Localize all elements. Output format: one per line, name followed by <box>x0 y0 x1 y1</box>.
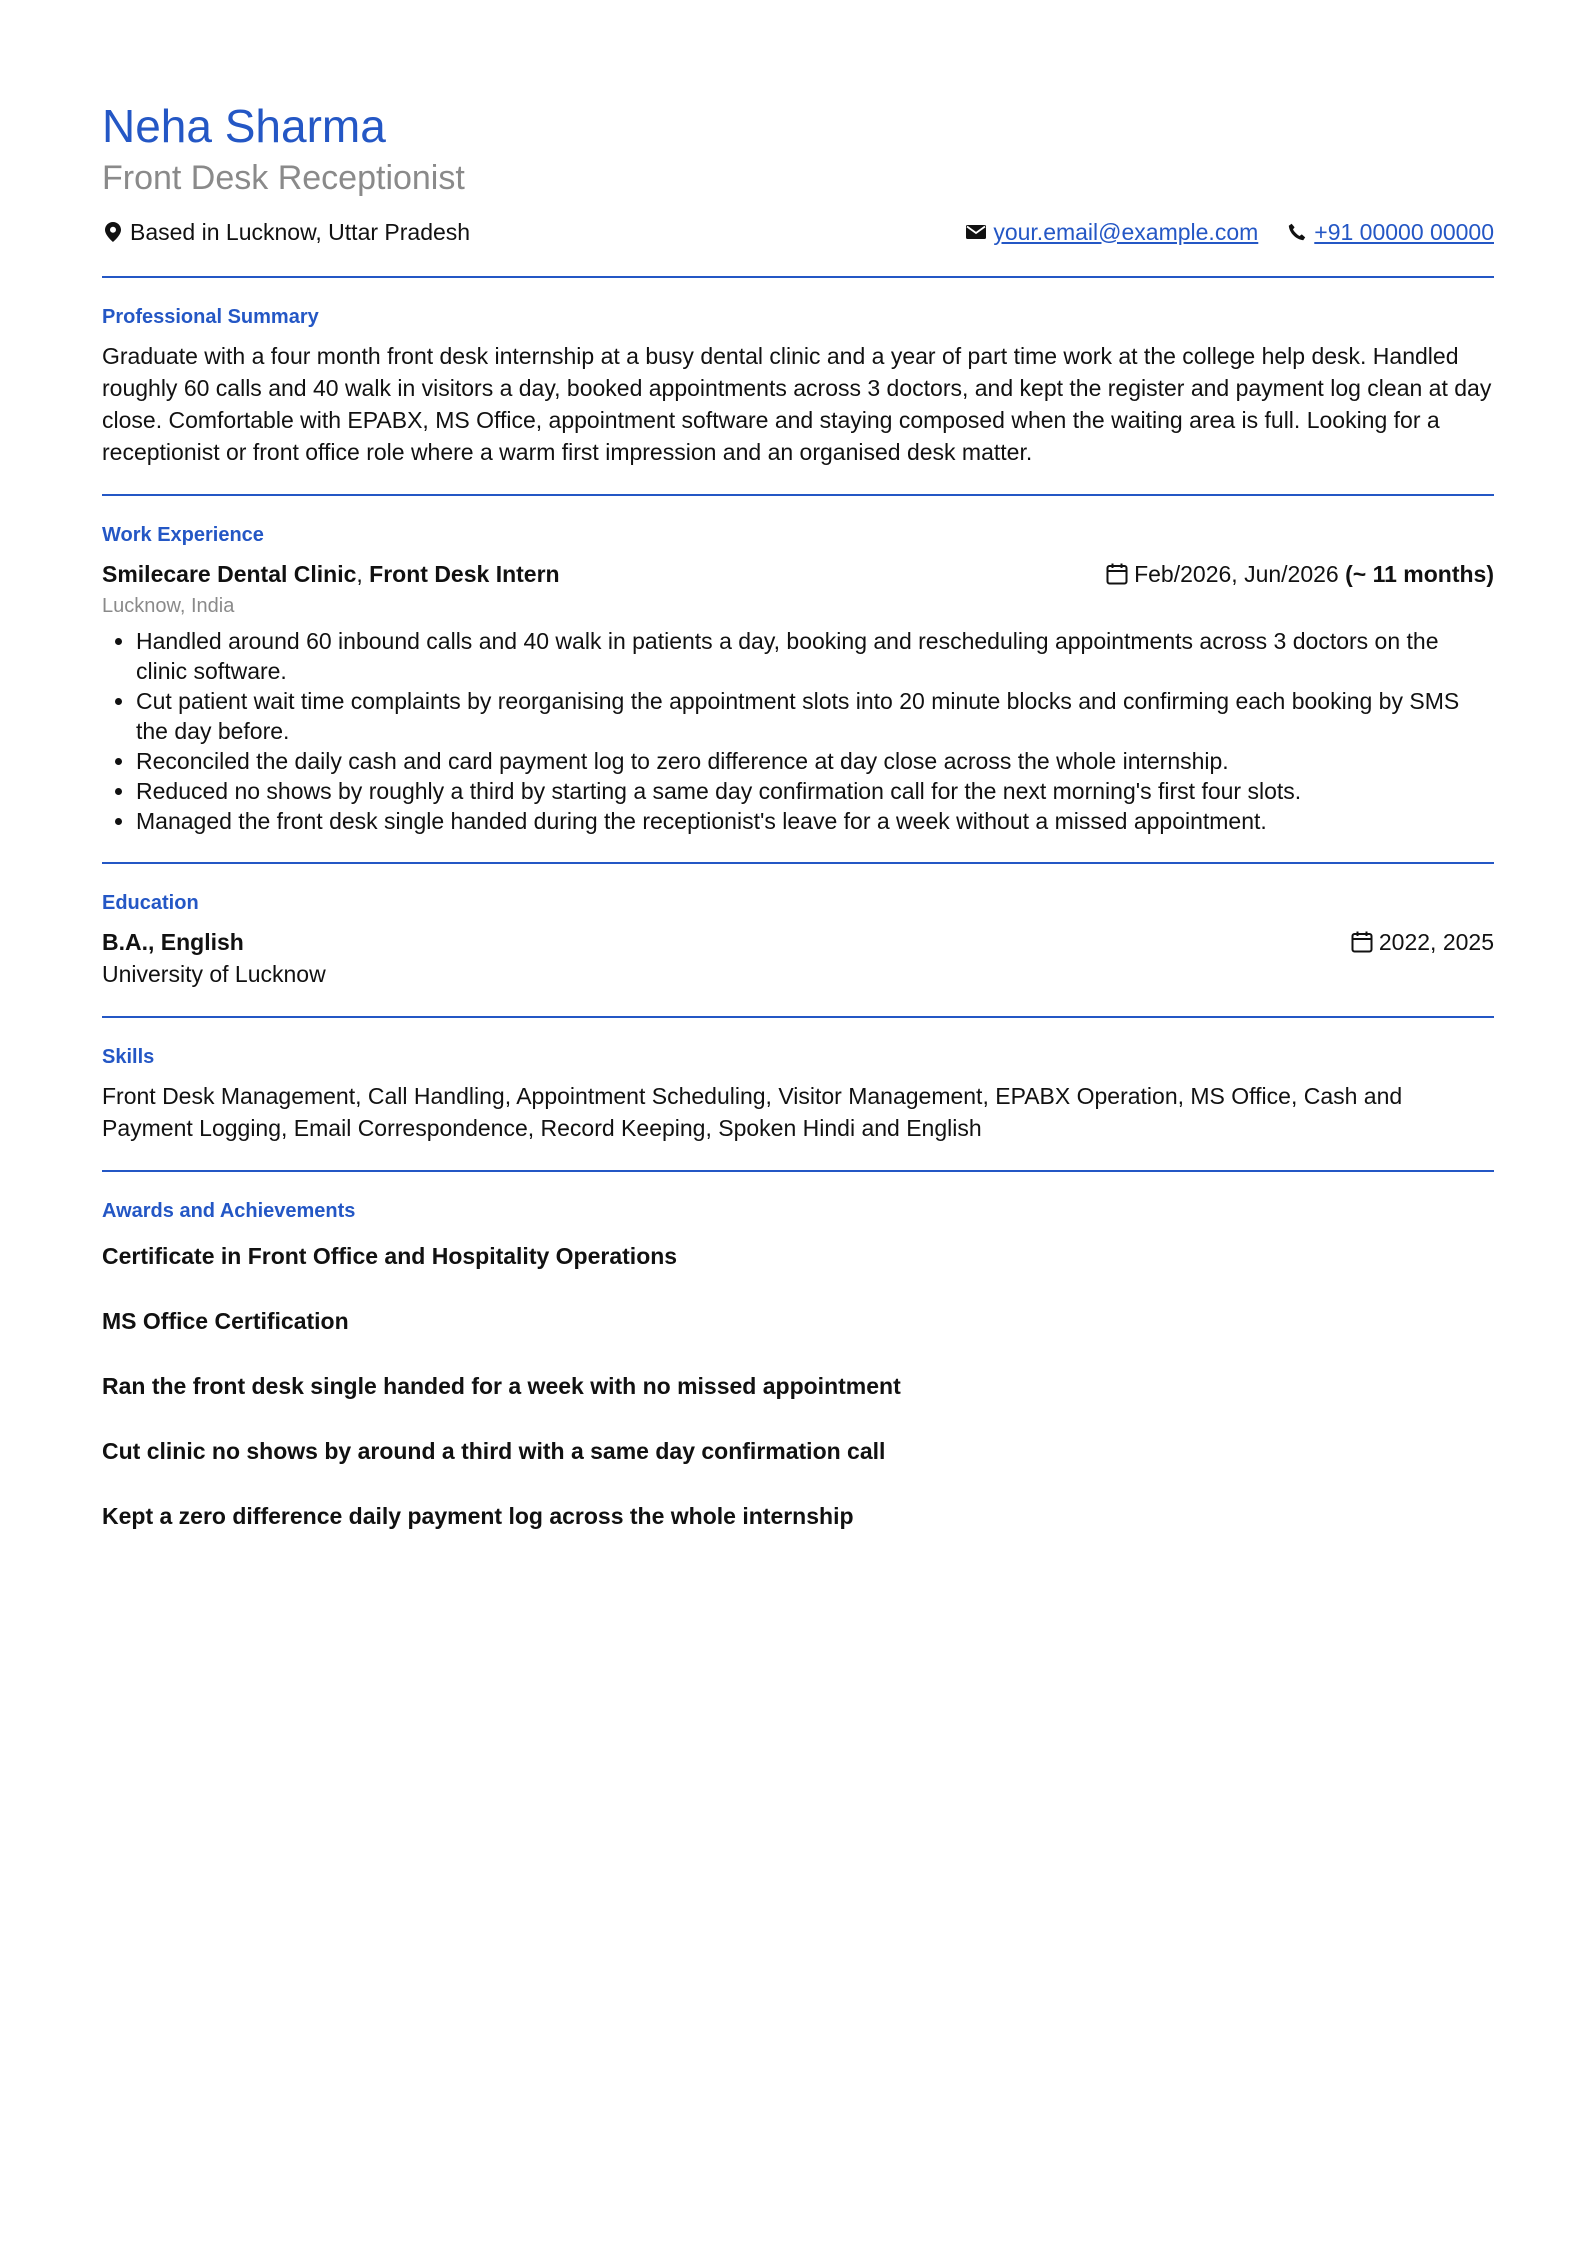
award-item: Certificate in Front Office and Hospitality Operations <box>102 1243 678 1269</box>
award-item: Cut clinic no shows by around a third with a same day confirmation call <box>102 1438 886 1464</box>
degree: B.A., English <box>102 929 244 955</box>
phone-link[interactable]: +91 00000 00000 <box>1314 218 1494 245</box>
school-name: University of Lucknow <box>102 961 326 987</box>
education-heading: Education <box>102 892 199 914</box>
contact-links <box>937 219 1494 246</box>
phone-contact <box>1286 219 1494 246</box>
awards-section <box>102 1172 1494 1591</box>
job-header <box>102 558 1494 590</box>
education-section <box>102 864 1494 1016</box>
award-item: Kept a zero difference daily payment log across the whole internship <box>102 1503 854 1529</box>
title-separator: , <box>356 561 370 587</box>
job-title-line <box>102 558 560 590</box>
resume-page <box>102 96 1494 1591</box>
job-role: Front Desk Intern <box>369 561 560 587</box>
list-item: • Reconciled the daily cash and card payment log to zero difference at day close across the whole internship. <box>136 746 1494 776</box>
list-item: • Reduced no shows by roughly a third by starting a same day confirmation call for the next morning's first four slots. <box>136 776 1494 806</box>
calendar-icon <box>1351 931 1373 953</box>
list-item: • Handled around 60 inbound calls and 40 walk in patients a day, booking and rescheduling appointments across 3 doctors on the clinic software. <box>136 626 1494 686</box>
job-bullets <box>102 626 1494 836</box>
summary-section <box>102 278 1494 494</box>
candidate-name: Neha Sharma <box>102 100 386 152</box>
job-duration: (~ 11 months) <box>1345 561 1494 587</box>
education-dates <box>1351 926 1494 958</box>
calendar-icon <box>1106 563 1128 585</box>
skills-text: Front Desk Management, Call Handling, Appointment Scheduling, Visitor Management, EPABX Operation, MS Office, Cash and Payment Logging, Email Correspondence, Record Keeping, Spoken Hindi and English <box>102 1083 1403 1141</box>
mail-icon <box>965 221 987 243</box>
list-item: • Cut patient wait time complaints by reorganising the appointment slots into 20 minute blocks and confirming each booking by SMS the day before. <box>136 686 1494 746</box>
list-item: • Managed the front desk single handed during the receptionist's leave for a week without a missed appointment. <box>136 806 1494 836</box>
email-contact <box>965 219 1258 246</box>
summary-text: Graduate with a four month front desk internship at a busy dental clinic and a year of part time work at the college help desk. Handled roughly 60 calls and 40 walk in visitors a day, booked appointments across 3 doctors, and kept the register and payment log clean at day close. Comfortable with EPABX, MS Office, appointment software and staying composed when the waiting area is full. Looking for a receptionist or front office role where a warm first impression and an organised desk matter. <box>102 343 1492 465</box>
skills-section <box>102 1018 1494 1170</box>
contact-row <box>102 214 1494 250</box>
summary-heading: Professional Summary <box>102 306 319 328</box>
skills-heading: Skills <box>102 1046 155 1068</box>
job-date-range: Feb/2026, Jun/2026 <box>1134 561 1339 587</box>
education-header <box>102 926 1494 958</box>
company-name: Smilecare Dental Clinic <box>102 561 357 587</box>
email-link[interactable]: your.email@example.com <box>993 218 1259 245</box>
location-pin-icon <box>102 221 124 243</box>
awards-heading: Awards and Achievements <box>102 1200 356 1222</box>
education-years: 2022, 2025 <box>1378 929 1494 955</box>
experience-section <box>102 496 1494 862</box>
location-info <box>102 219 470 246</box>
job-dates <box>1106 558 1494 590</box>
candidate-title: Front Desk Receptionist <box>102 159 465 197</box>
experience-heading: Work Experience <box>102 524 264 546</box>
awards-list <box>102 1240 1494 1532</box>
phone-icon <box>1286 221 1308 243</box>
location-text: Based in Lucknow, Uttar Pradesh <box>130 218 471 245</box>
job-location: Lucknow, India <box>102 595 235 617</box>
award-item: Ran the front desk single handed for a week with no missed appointment <box>102 1373 901 1399</box>
award-item: MS Office Certification <box>102 1308 349 1334</box>
